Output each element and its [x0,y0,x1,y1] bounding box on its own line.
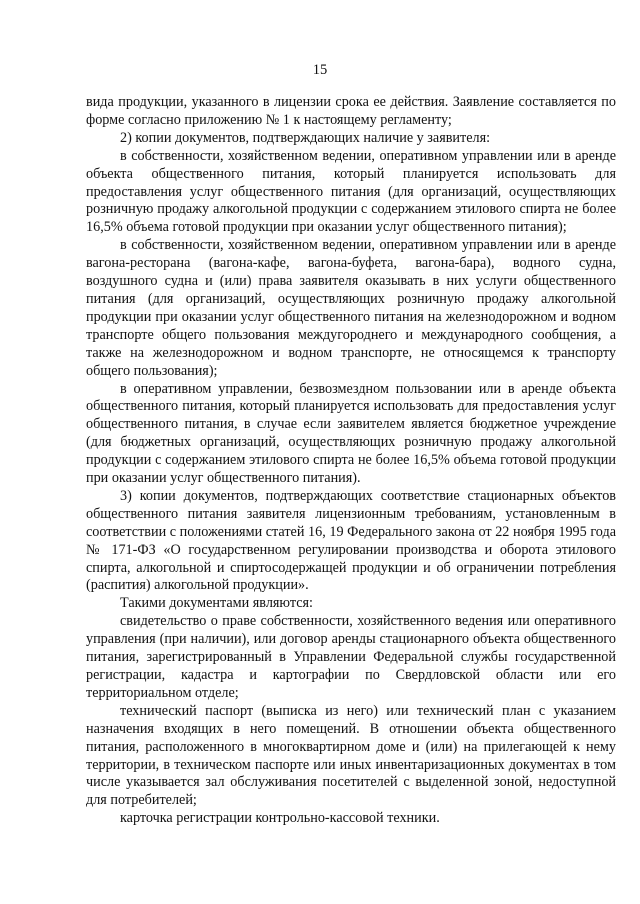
paragraph-intro-continuation: вида продукции, указанного в лицензии срока ее действия. Заявление составляется по форме согласно приложению № 1 к настоящему регламенту; [86,94,616,128]
page-number: 15 [312,62,328,78]
paragraph-item-2: 2) копии документов, подтверждающих наличие у заявителя: [120,129,491,146]
paragraph-operational-management: в оперативном управлении, безвозмездном пользовании или в аренде объекта общественного питания, который планируется использовать для предоставления услуг общественного питания, в случае если заявителем является бюджетное учреждение (для бюджетных организаций, осуществляющих розничную продажу алкогольной продукции с содержанием этилового спирта не более 16,5% объема готовой продукции при оказании услуг общественного питания). [86,380,616,487]
paragraph-ownership-transport: в собственности, хозяйственном ведении, оперативном управлении или в аренде вагона-ресторана (вагона-кафе, вагона-буфета, вагона-бара), водного судна, воздушного судна и (или) права заявителя оказывать в них услуги общественного питания (для организаций, осуществляющих розничную продажу алкогольной продукции при оказании услуг общественного питания на железнодорожном и водном транспорте общего пользования междугороднего и международного сообщения, а также на железнодорожном и водном транспорте, не относящемся к транспорту общего пользования); [86,237,616,379]
paragraph-ownership-catering: в собственности, хозяйственном ведении, оперативном управлении или в аренде объекта общественного питания, который планируется использовать для предоставления услуг общественного питания (для организаций, осуществляющих розничную продажу алкогольной продукции с содержанием этилового спирта не более 16,5% объема готовой продукции при оказании услуг общественного питания); [86,147,616,236]
paragraph-cash-register-card: карточка регистрации контрольно-кассовой техники. [120,810,440,827]
paragraph-documents-heading: Такими документами являются: [120,595,313,612]
paragraph-item-3: 3) копии документов, подтверждающих соответствие стационарных объектов общественного питания заявителя лицензионным требованиям, установленным в соответствии с положениями статей 16, 19 Федерального закона от 22 ноября 1995 года № 171-ФЗ «О государственном регулировании производства и оборота этилового спирта, алкогольной и спиртосодержащей продукции и об ограничении потребления (распития) алкогольной продукции». [86,487,616,594]
paragraph-technical-passport: технический паспорт (выписка из него) или технический план с указанием назначения входящих в него помещений. В отношении объекта общественного питания, расположенного в многоквартирном доме и (или) на прилегающей к нему территории, в техническом паспорте или иных инвентаризационных документах в том числе указывается зал обслуживания посетителей с выделенной зоной, недоступной для потребителей; [86,702,616,809]
paragraph-certificate: свидетельство о праве собственности, хозяйственного ведения или оперативного управления (при наличии), или договор аренды стационарного объекта общественного питания, зарегистрированный в Управлении Федеральной службы государственной регистрации, кадастра и картографии по Свердловской области или его территориальном отделе; [86,613,616,701]
document-body [86,94,616,828]
